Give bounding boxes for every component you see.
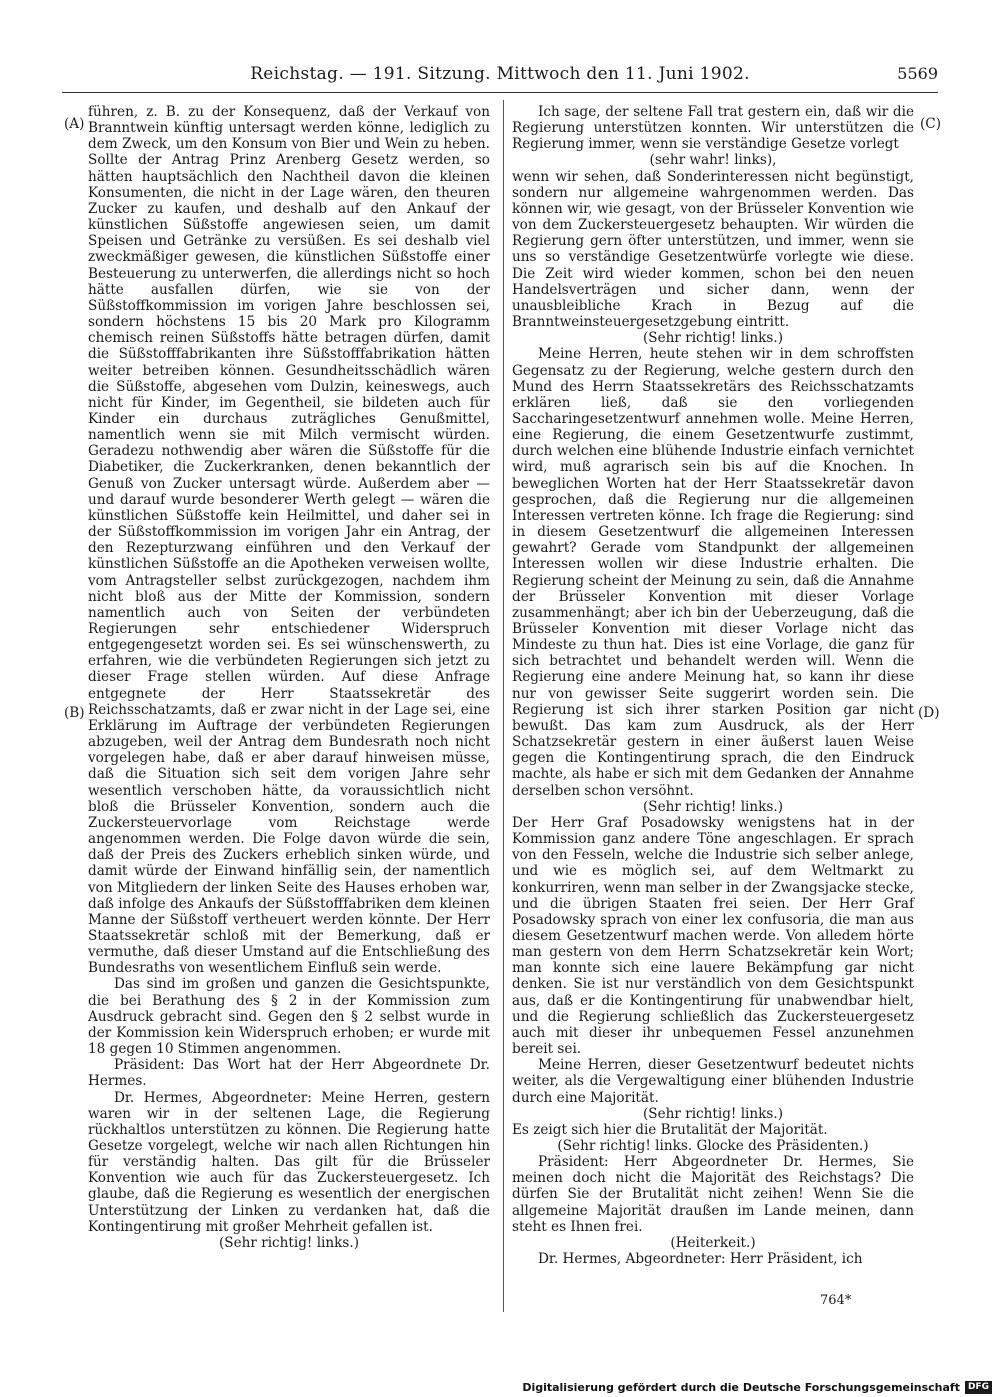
footer-text: Digitalisierung gefördert durch die Deutsche Forschungsgemeinschaft — [522, 1380, 960, 1394]
digitization-footer — [522, 1380, 992, 1394]
interjection: (Sehr richtig! links.) — [642, 1105, 784, 1122]
interjection: (Heiterkeit.) — [670, 1234, 756, 1251]
paragraph-president: Präsident: Herr Abgeordneter Dr. Hermes, Sie meinen doch nicht die Majorität des Reichstags? Die dürfen Sie der Brutalität nicht zeihen! Wenn Sie die allgemeine Majorität draußen im Lande meinen, dann steht es Ihnen frei. — [512, 1154, 914, 1235]
paragraph-speaker: Dr. Hermes, Abgeordneter: Herr Präsident, ich — [538, 1251, 863, 1268]
signature-mark: 764* — [820, 1293, 852, 1308]
margin-marker-d: (D) — [918, 705, 940, 721]
interjection: (sehr wahr! links), — [649, 152, 777, 169]
interjection: (Sehr richtig! links. Glocke des Präsidenten.) — [557, 1138, 869, 1154]
paragraph: führen, z. B. zu der Konsequenz, daß der Verkauf von Branntwein künftig untersagt werden könne, lediglich zu dem Zweck, um den Konsum von Bier und Wein zu heben. Sollte der Antrag Prinz Arenberg Gesetz werden, so hätten hauptsächlich den Nachtheil davon die kleinen Konsumenten, die nicht in der Lage wären, den theuren Zucker zu kaufen, und deshalb auf den Ankauf der künstlichen Süßstoffe angewiesen seien, um damit Speisen und Getränke zu versüßen. Es sei deshalb viel zweckmäßiger gewesen, die künstlichen Süßstoffe einer Besteuerung zu unterwerfen, die allerdings nicht so hoch hätte ausfallen dürfen, wie sie von der Süßstoffkommission im vorigen Jahre beschlossen sei, sondern höchstens 15 bis 20 Mark pro Kilogramm chemisch reinen Süßstoffs hätte betragen dürfen, damit die Süßstofffabrikanten ihre Süßstofffabrikation hätten weiter betreiben können. Gesundheitsschädlich wären die Süßstoffe, abgesehen vom Dulzin, keineswegs, auch nicht für Kinder, im Gegentheil, sie bildeten auch für Kinder ein durchaus zuträgliches Genußmittel, namentlich wenn sie mit Milch vermischt würden. Geradezu nothwendig aber wären die Süßstoffe für die Diabetiker, die Zuckerkranken, denen bekanntlich der Genuß von Zucker untersagt würde. Außerdem aber — und darauf wurde besonderer Werth gelegt — wären die künstlichen Süßstoffe kein Heilmittel, und daher sei in der Süßstoffkommission im vorigen Jahr ein Antrag, der den Rezepturzwang einführen und den Verkauf der künstlichen Süßstoffe an die Apotheken verweisen wollte, vom Antragsteller selbst zurückgezogen, nachdem ihm nicht bloß aus der Mitte der Kommission, sondern namentlich auch von Seiten der verbündeten Regierungen sehr entschiedener Widerspruch entgegengesetzt worden sei. Es sei wünschenswerth, zu erfahren, wie die verbündeten Regierungen sich jetzt zu dieser Frage stellen würden. Auf diese Anfrage entgegnete der Herr Staatssekretär des Reichsschatzamts, daß er zwar nicht in der Lage sei, eine Erklärung im Auftrage der verbündeten Regierungen abzugeben, weil der Antrag dem Bundesrath noch nicht vorgelegen habe, daß er aber darauf hinweisen müsse, daß die Situation sich seit dem vorigen Jahre sehr wesentlich verschoben hätte, da voraussichtlich nicht bloß die Brüsseler Konvention, sondern auch die Zuckersteuervorlage vom Reichstage werde angenommen werden. Die Folge davon würde die sein, daß der Preis des Zuckers erheblich sinken würde, und damit würde der Einwand hinfällig sein, der namentlich von Mitgliedern der linken Seite des Hauses erhoben war, daß infolge des Ankaufs der Süßstofffabriken dem kleinen Manne der Süßstoff vertheuert werden könnte. Der Herr Staatssekretär schloß mit der Bemerkung, daß er vermuthe, daß dieser Umstand auf die Entschließung des Bundesraths von wesentlichem Einfluß sein werde. — [88, 104, 490, 977]
interjection: (Sehr richtig! links.) — [218, 1234, 360, 1251]
margin-marker-a: (A) — [64, 116, 85, 132]
page-header — [62, 62, 938, 93]
paragraph: Meine Herren, dieser Gesetzentwurf bedeutet nichts weiter, als die Vergewaltigung einer blühenden Industrie durch eine Majorität. — [512, 1057, 914, 1106]
interjection: (Sehr richtig! links.) — [642, 798, 784, 815]
dfg-logo-icon: DFG — [965, 1381, 992, 1394]
paragraph: Es zeigt sich hier die Brutalität der Majorität. — [512, 1121, 828, 1138]
paragraph: Ich sage, der seltene Fall trat gestern ein, daß wir die Regierung unterstützen konnten. Wir unterstützen die Regierung immer, wenn sie verständige Gesetze vorlegt — [512, 104, 914, 153]
page-title: Reichstag. — 191. Sitzung. Mittwoch den 11. Juni 1902. — [250, 64, 750, 84]
right-column — [512, 104, 914, 1267]
paragraph: Der Herr Graf Posadowsky wenigstens hat in der Kommission ganz andere Töne angeschlagen. Er sprach von den Fesseln, welche die Industrie sich selber anlege, und wie es möglich sei, auf dem Weltmarkt zu konkurriren, wenn man selber in der Zwangsjacke stecke, und die übrigen Staaten frei seien. Der Herr Graf Posadowsky sprach von einer lex confusoria, die man aus diesem Gesetzentwurf machen werde. Von alledem hörte man gestern von dem Herrn Schatzsekretär kein Wort; man konnte sich eine lauere Bekämpfung gar nicht denken. Sie ist nur verständlich von dem Gesichtspunkt aus, daß er die Kontingentirung für unabwendbar hielt, und die Regierung schließlich das Zuckersteuergesetz auch mit dieser ihr unbequemen Fessel anzunehmen bereit sei. — [512, 814, 914, 1058]
paragraph: Das sind im großen und ganzen die Gesichtspunkte, die bei Berathung des § 2 in der Kommission zum Ausdruck gebracht sind. Gegen den § 2 selbst wurde in der Kommission kein Widerspruch erhoben; er wurde mit 18 gegen 10 Stimmen angenommen. — [88, 976, 490, 1058]
margin-marker-c: (C) — [920, 116, 942, 132]
interjection: (Sehr richtig! links.) — [642, 330, 784, 347]
paragraph-speaker: Dr. Hermes, Abgeordneter: Meine Herren, gestern waren wir in der seltenen Lage, die Regierung rückhaltlos unterstützen zu können. Die Regierung hatte Gesetze vorgelegt, welche wir nach allen Richtungen hin für verständig halten. Das gilt für die Brüsseler Konvention wie auch für das Zuckersteuergesetz. Ich glaube, daß die Regierung es wesentlich der energischen Unterstützung der Linken zu verdanken hat, daß die Kontingentirung mit großer Mehrheit gefallen ist. — [88, 1089, 490, 1235]
left-column — [88, 104, 490, 1251]
paragraph: Meine Herren, heute stehen wir in dem schroffsten Gegensatz zu der Regierung, welche gestern durch den Mund des Herrn Staatssekretärs des Reichsschatzamts erklären ließ, daß sie den vorliegenden Saccharingesetzentwurf annehmen wolle. Meine Herren, eine Regierung, die einem Gesetzentwurfe zustimmt, durch welchen eine blühende Industrie einfach vernichtet wird, muß agrarisch sein bis auf die Knochen. In beweglichen Worten hat der Herr Staatssekretär davon gesprochen, daß die Regierung nur die allgemeinen Interessen vertreten könne. Ich frage die Regierung: sind in diesem Gesetzentwurf die allgemeinen Interessen gewahrt? Gerade vom Standpunkt der allgemeinen Interessen wollen wir diese Industrie erhalten. Die Regierung scheint der Meinung zu sein, daß die Annahme der Brüsseler Konvention mit dieser Vorlage zusammenhängt; aber ich bin der Ueberzeugung, daß die Brüsseler Konvention mit dieser Vorlage nicht das Mindeste zu thun hat. Dies ist eine Vorlage, die ganz für sich betrachtet und behandelt werden will. Wenn die Regierung eine andere Meinung hat, so kann ihr diese nur von gewisser Seite suggerirt worden sein. Die Regierung ist sich ihrer starken Position gar nicht bewußt. Das kam zum Ausdruck, als der Herr Schatzsekretär gestern in einer äußerst lauen Weise gegen die Kontingentirung sprach, die den Eindruck machte, als habe er sich mit dem Gedanken der Annahme derselben schon versöhnt. — [512, 346, 914, 799]
paragraph-president: Präsident: Das Wort hat der Herr Abgeordnete Dr. Hermes. — [88, 1057, 490, 1090]
page-number: 5569 — [897, 64, 938, 83]
paragraph: wenn wir sehen, daß Sonderinteressen nicht begünstigt, sondern nur allgemeine wahrgenommen werden. Das können wir, wie gesagt, von der Brüsseler Konvention wie von dem Zuckersteuergesetz behaupten. Wir würden die Regierung gern öfter unterstützen, und immer, wenn sie uns so verständige Gesetzentwürfe vorlegte wie diese. Die Zeit wird wieder kommen, schon bei den neuen Handelsverträgen und sicher dann, wenn der unausbleibliche Krach in Bezug auf die Branntweinsteuergesetzgebung eintritt. — [512, 168, 914, 331]
column-divider — [503, 100, 504, 1312]
margin-marker-b: (B) — [64, 705, 85, 721]
